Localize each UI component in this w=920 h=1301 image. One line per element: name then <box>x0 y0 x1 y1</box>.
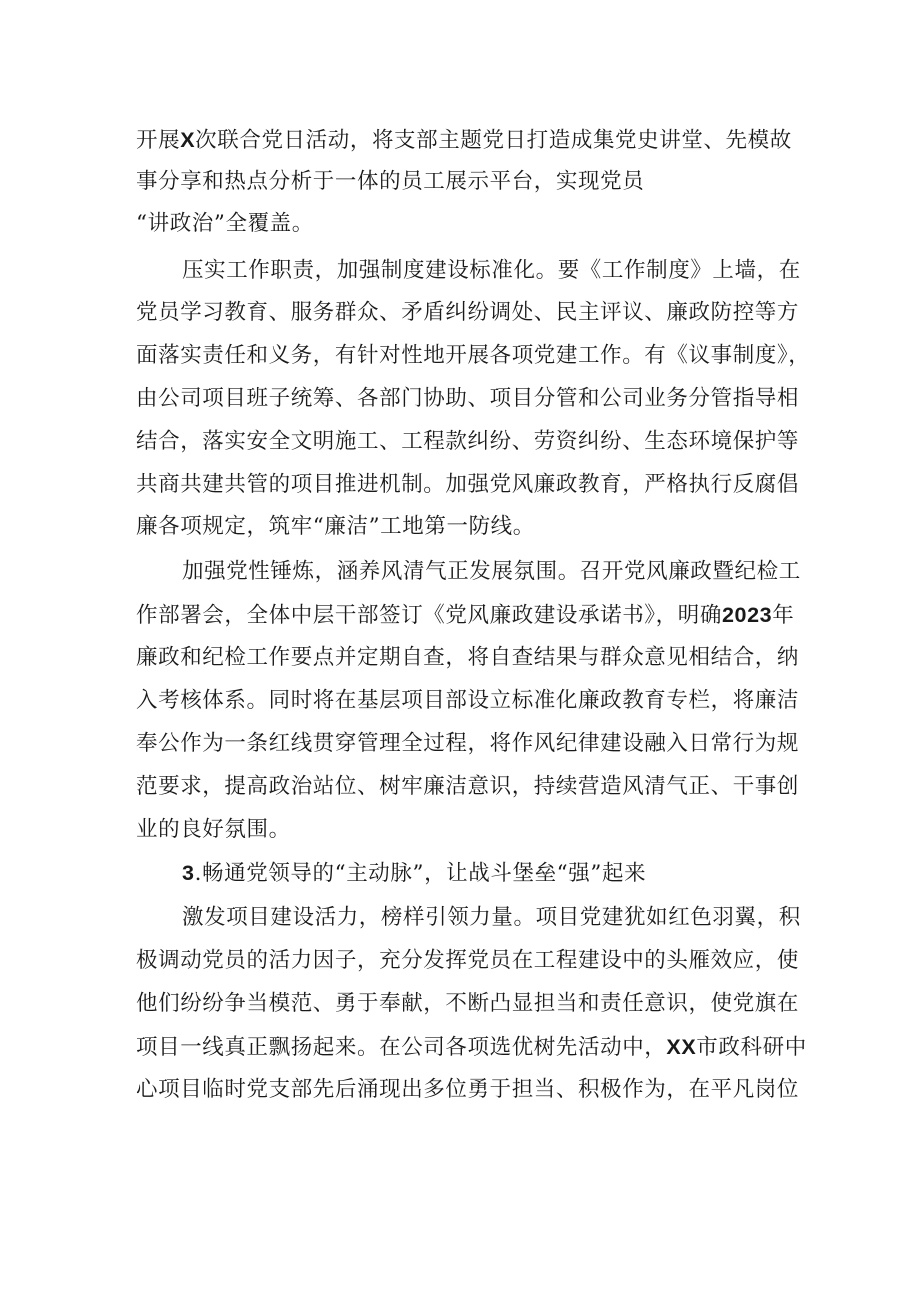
paragraph-4-line-2: 极调动党员的活力因子，充分发挥党员在工程建设中的头雁效应，使 <box>136 948 800 973</box>
paragraph-3-line-6: 范要求，提高政治站位、树牢廉洁意识，持续营造风清气正、干事创 <box>136 774 800 799</box>
paragraph-4-line-1: 激发项目建设活力，榜样引领力量。项目党建犹如红色羽翼，积 <box>182 905 801 930</box>
paragraph-2-line-7: 廉各项规定，筑牢“廉洁”工地第一防线。 <box>136 514 535 539</box>
paragraph-3-line-7: 业的良好氛围。 <box>136 817 291 842</box>
paragraph-3-line-3: 廉政和纪检工作要点并定期自查，将自查结果与群众意见相结合，纳 <box>136 645 800 670</box>
paragraph-4-line-5: 心项目临时党支部先后涌现出多位勇于担当、积极作为，在平凡岗位 <box>136 1077 800 1102</box>
paragraph-2-line-5: 结合，落实安全文明施工、工程款纠纷、劳资纠纷、生态环境保护等 <box>136 429 800 454</box>
paragraph-2-line-6: 共商共建共管的项目推进机制。加强党风廉政教育，严格执行反腐倡 <box>136 472 800 497</box>
section-heading-3: 3.畅通党领导的“主动脉”，让战斗堡垒“强”起来 <box>182 861 647 886</box>
paragraph-4-line-4: 项目一线真正飘扬起来。在公司各项选优树先活动中，XX市政科研中 <box>136 1035 807 1060</box>
placeholder-x: X <box>180 128 196 152</box>
paragraph-1-line-3: “讲政治”全覆盖。 <box>136 211 314 236</box>
paragraph-2-line-2: 党员学习教育、服务群众、矛盾纠纷调处、民主评议、廉政防控等方 <box>136 300 800 325</box>
paragraph-4-line-3: 他们纷纷争当模范、勇于奉献，不断凸显担当和责任意识，使党旗在 <box>136 991 800 1016</box>
paragraph-3-line-2: 作部署会，全体中层干部签订《党风廉政建设承诺书》，明确2023年 <box>136 603 795 628</box>
paragraph-1-line-2: 事分享和热点分析于一体的员工展示平台，实现党员 <box>136 169 645 194</box>
paragraph-3-line-5: 奉公作为一条红线贯穿管理全过程，将作风纪律建设融入日常行为规 <box>136 731 800 756</box>
paragraph-3-line-4: 入考核体系。同时将在基层项目部设立标准化廉政教育专栏，将廉洁 <box>136 688 800 713</box>
year-2023: 2023 <box>721 603 773 627</box>
placeholder-xx: XX <box>666 1035 697 1059</box>
paragraph-1-line-1: 开展X次联合党日活动，将支部主题党日打造成集党史讲堂、先模故 <box>136 128 792 153</box>
paragraph-2-line-3: 面落实责任和义务，有针对性地开展各项党建工作。有《议事制度》， <box>136 343 811 368</box>
paragraph-2-line-4: 由公司项目班子统筹、各部门协助、项目分管和公司业务分管指导相 <box>136 386 800 411</box>
heading-number: 3 <box>182 861 195 885</box>
paragraph-3-line-1: 加强党性锤炼，涵养风清气正发展氛围。召开党风廉政暨纪检工 <box>182 559 801 584</box>
paragraph-2-line-1: 压实工作职责，加强制度建设标准化。要《工作制度》上墙，在 <box>182 258 801 283</box>
